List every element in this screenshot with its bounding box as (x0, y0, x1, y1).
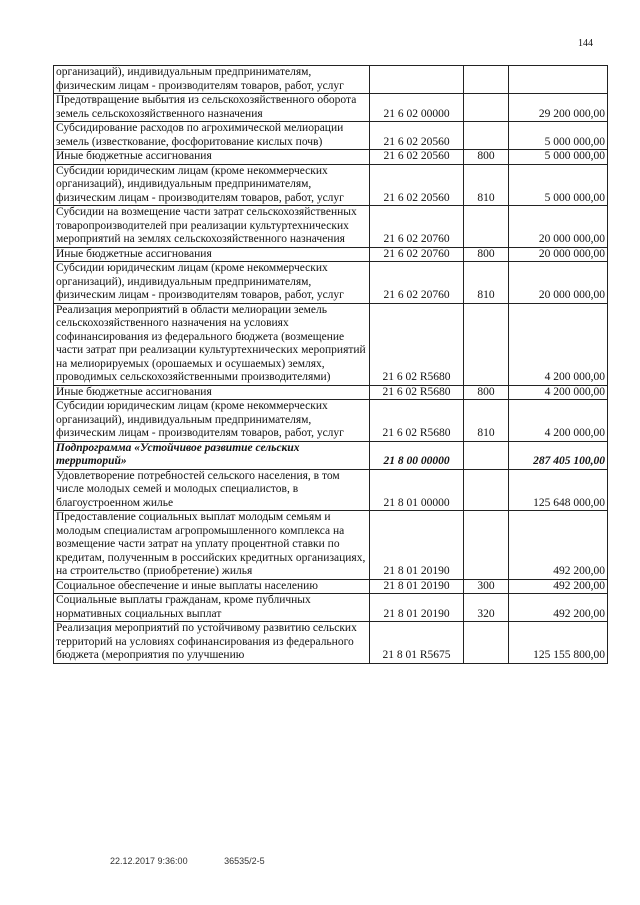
row-code-cell: 21 8 00 00000 (370, 441, 464, 469)
table-row (54, 441, 608, 469)
row-name-cell: Субсидии юридическим лицам (кроме некоммерческих организаций), индивидуальным предпринимателям, физическим лицам - производителям товаров, работ, услуг (54, 400, 370, 442)
row-code-cell: 21 6 02 00000 (370, 94, 464, 122)
row-name-cell: организаций), индивидуальным предпринимателям, физическим лицам - производителям товаров, работ, услуг (54, 66, 370, 94)
row-name-cell: Субсидии юридическим лицам (кроме некоммерческих организаций), индивидуальным предпринимателям, физическим лицам - производителям товаров, работ, услуг (54, 164, 370, 206)
row-sum-cell: 20 000 000,00 (509, 262, 608, 304)
row-name-cell: Субсидии на возмещение части затрат сельскохозяйственных товаропроизводителей при реализации культуртехнических мероприятий на землях сельскохозяйственного назначения (54, 206, 370, 248)
row-code-cell: 21 8 01 R5675 (370, 622, 464, 664)
row-sum-cell: 4 200 000,00 (509, 400, 608, 442)
row-name-cell: Социальное обеспечение и иные выплаты населению (54, 579, 370, 594)
row-expense-type-cell (464, 469, 509, 511)
row-code-cell: 21 6 02 R5680 (370, 303, 464, 385)
row-expense-type-cell (464, 622, 509, 664)
row-sum-cell: 20 000 000,00 (509, 247, 608, 262)
row-name-cell: Иные бюджетные ассигнования (54, 247, 370, 262)
table-row (54, 206, 608, 248)
table-row (54, 303, 608, 385)
row-name-cell: Иные бюджетные ассигнования (54, 385, 370, 400)
table-row (54, 262, 608, 304)
row-code-cell: 21 6 02 20760 (370, 206, 464, 248)
row-sum-cell: 125 648 000,00 (509, 469, 608, 511)
page-number: 144 (578, 38, 593, 49)
row-sum-cell: 492 200,00 (509, 579, 608, 594)
row-name-cell: Иные бюджетные ассигнования (54, 150, 370, 165)
table-row (54, 94, 608, 122)
row-name-cell: Реализация мероприятий по устойчивому развитию сельских территорий на условиях софинансирования из федерального бюджета (мероприятия по улучшению (54, 622, 370, 664)
table-row (54, 66, 608, 94)
table-row (54, 594, 608, 622)
row-name-cell: Реализация мероприятий в области мелиорации земель сельскохозяйственного назначения на условиях софинансирования из федерального бюджета (возмещение части затрат при реализации культуртехнических мероприятий на мелиорируемых (орошаемых и осушаемых) землях, проводимых сельскохозяйственными производителями) (54, 303, 370, 385)
row-sum-cell: 4 200 000,00 (509, 385, 608, 400)
row-sum-cell: 4 200 000,00 (509, 303, 608, 385)
row-code-cell: 21 8 01 20190 (370, 594, 464, 622)
row-code-cell: 21 6 02 R5680 (370, 385, 464, 400)
row-code-cell: 21 8 01 20190 (370, 511, 464, 580)
row-expense-type-cell (464, 94, 509, 122)
table-row (54, 511, 608, 580)
row-expense-type-cell (464, 511, 509, 580)
row-sum-cell (509, 66, 608, 94)
row-expense-type-cell: 810 (464, 164, 509, 206)
row-expense-type-cell: 300 (464, 579, 509, 594)
page-footer (110, 856, 299, 866)
row-sum-cell: 287 405 100,00 (509, 441, 608, 469)
row-code-cell: 21 6 02 R5680 (370, 400, 464, 442)
row-code-cell: 21 8 01 20190 (370, 579, 464, 594)
footer-datetime: 22.12.2017 9:36:00 (110, 856, 188, 866)
row-name-cell: Предотвращение выбытия из сельскохозяйственного оборота земель сельскохозяйственного назначения (54, 94, 370, 122)
table-row (54, 469, 608, 511)
budget-table (53, 65, 608, 664)
row-code-cell: 21 6 02 20560 (370, 150, 464, 165)
table-row (54, 164, 608, 206)
row-expense-type-cell: 800 (464, 150, 509, 165)
row-sum-cell: 29 200 000,00 (509, 94, 608, 122)
row-name-cell: Социальные выплаты гражданам, кроме публичных нормативных социальных выплат (54, 594, 370, 622)
row-sum-cell: 5 000 000,00 (509, 164, 608, 206)
row-expense-type-cell (464, 122, 509, 150)
row-code-cell: 21 6 02 20760 (370, 262, 464, 304)
footer-doc-id: 36535/2-5 (224, 856, 265, 866)
row-expense-type-cell (464, 303, 509, 385)
row-sum-cell: 5 000 000,00 (509, 122, 608, 150)
row-code-cell: 21 8 01 00000 (370, 469, 464, 511)
row-expense-type-cell: 320 (464, 594, 509, 622)
row-expense-type-cell: 810 (464, 262, 509, 304)
table-row (54, 247, 608, 262)
budget-table-body (54, 66, 608, 664)
table-row (54, 122, 608, 150)
row-expense-type-cell (464, 441, 509, 469)
row-expense-type-cell: 800 (464, 385, 509, 400)
table-row (54, 150, 608, 165)
table-row (54, 622, 608, 664)
row-name-cell: Подпрограмма «Устойчивое развитие сельских территорий» (54, 441, 370, 469)
row-name-cell: Субсидирование расходов по агрохимической мелиорации земель (известкование, фосфоритование кислых почв) (54, 122, 370, 150)
row-expense-type-cell (464, 206, 509, 248)
row-code-cell: 21 6 02 20560 (370, 122, 464, 150)
row-expense-type-cell: 800 (464, 247, 509, 262)
table-row (54, 400, 608, 442)
row-sum-cell: 5 000 000,00 (509, 150, 608, 165)
row-expense-type-cell (464, 66, 509, 94)
row-sum-cell: 20 000 000,00 (509, 206, 608, 248)
row-sum-cell: 492 200,00 (509, 511, 608, 580)
row-name-cell: Удовлетворение потребностей сельского населения, в том числе молодых семей и молодых специалистов, в благоустроенном жилье (54, 469, 370, 511)
row-code-cell: 21 6 02 20760 (370, 247, 464, 262)
row-name-cell: Субсидии юридическим лицам (кроме некоммерческих организаций), индивидуальным предпринимателям, физическим лицам - производителям товаров, работ, услуг (54, 262, 370, 304)
row-sum-cell: 125 155 800,00 (509, 622, 608, 664)
row-code-cell (370, 66, 464, 94)
table-row (54, 579, 608, 594)
row-expense-type-cell: 810 (464, 400, 509, 442)
row-sum-cell: 492 200,00 (509, 594, 608, 622)
table-row (54, 385, 608, 400)
row-code-cell: 21 6 02 20560 (370, 164, 464, 206)
row-name-cell: Предоставление социальных выплат молодым семьям и молодым специалистам агропромышленного комплекса на возмещение части затрат на уплату процентной ставки по кредитам, полученным в российских кредитных организациях, на строительство (приобретение) жилья (54, 511, 370, 580)
